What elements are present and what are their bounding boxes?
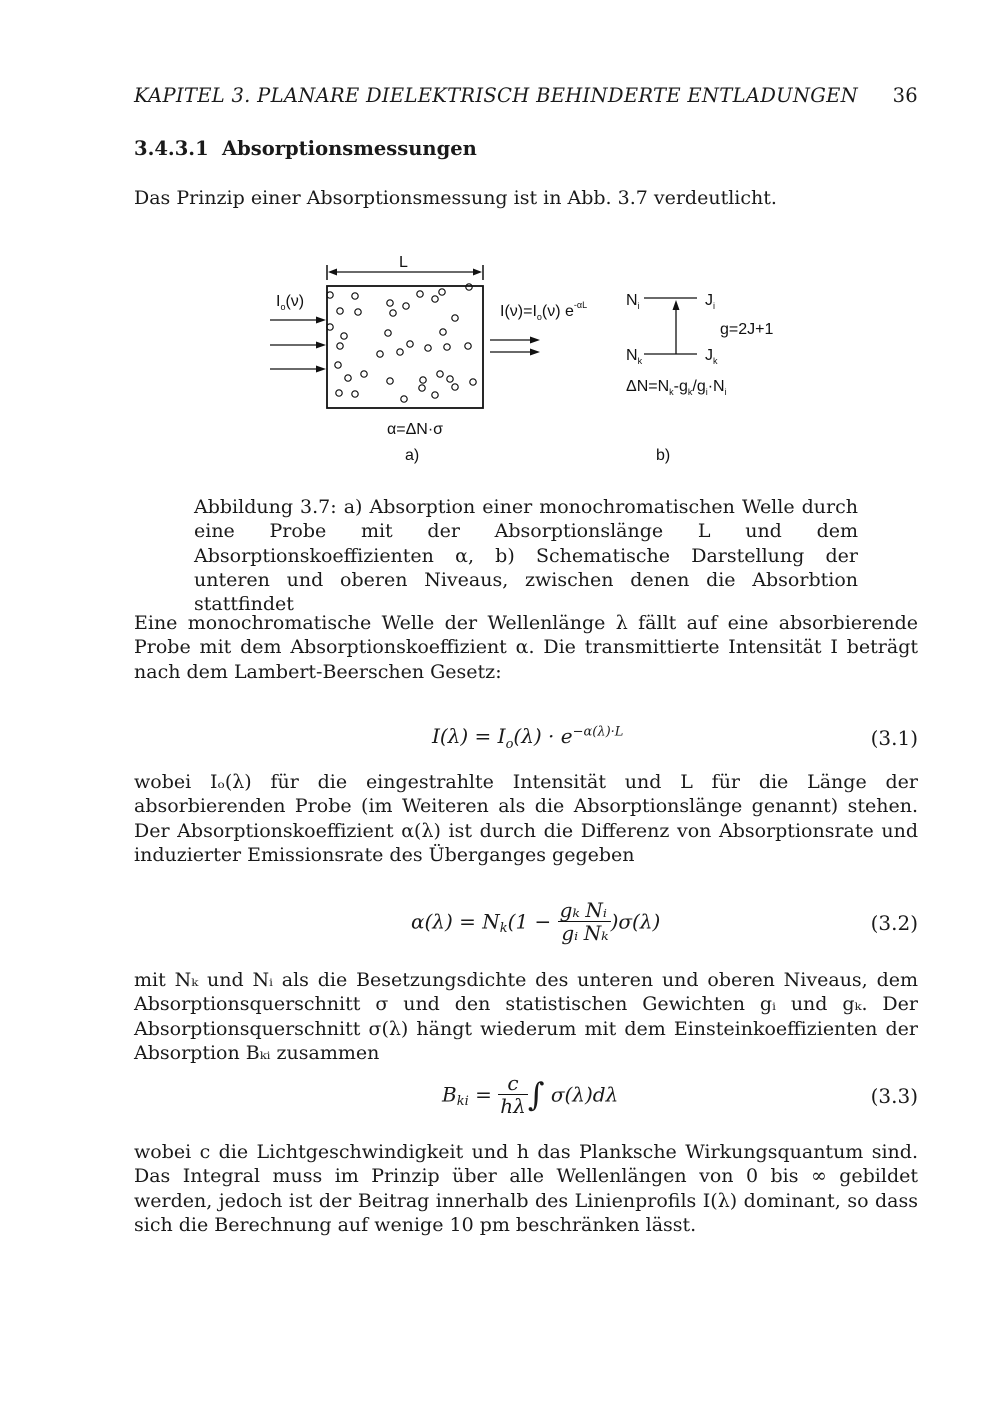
particle-circle (336, 390, 342, 396)
particle-circle (432, 392, 438, 398)
particle-circle (452, 384, 458, 390)
particle-circle (397, 349, 403, 355)
paragraph-1: Eine monochromatische Welle der Wellenlänge λ fällt auf eine absorbierende Probe mit dem Absorptionskoeffizient α. Die transmittierte Intensität I beträgt nach dem Lambert-Beerschen Gesetz: (134, 612, 918, 683)
paragraph-4: wobei c die Lichtgeschwindigkeit und h das Planksche Wirkungsquantum sind. Das Integral muss im Prinzip über alle Wellenlängen von 0 bis ∞ gebildet werden, jedoch ist der Beitrag innerhalb des Linienprofils I(λ) dominant, so dass sich die Berechnung auf wenige 10 pm beschränken lässt. (134, 1141, 918, 1236)
label-i0: $I_o(\nu)$ (276, 293, 305, 312)
particle-circle (419, 385, 425, 391)
incident-arrowhead (316, 317, 326, 324)
particle-circle (447, 376, 453, 382)
paragraph-3: mit Nₖ und Nᵢ als die Besetzungsdichte des unteren und oberen Niveaus, dem Absorptionsquerschnitt σ und den statistischen Gewichten gᵢ und gₖ. Der Absorptionsquerschnitt σ(λ) hängt wiederum mit dem Einsteinkoeffizienten der Absorption Bₖᵢ zusammen (134, 969, 918, 1064)
equation-number: (3.2) (870, 911, 918, 935)
transmitted-arrows (490, 340, 532, 352)
l-arrow-left (328, 269, 337, 276)
page-number: 36 (892, 84, 918, 107)
particle-circle (335, 362, 341, 368)
label-nk: $N_k$ (626, 347, 643, 366)
running-title: KAPITEL 3. PLANARE DIELEKTRISCH BEHINDERTE ENTLADUNGEN (134, 84, 859, 107)
integral-sign: ∫ (527, 1075, 545, 1114)
section-heading (134, 137, 477, 160)
equation-3-2-body: $\alpha(\lambda) = N_k(1$ − $\frac{\text{gₖ}}{\text{gᵢ}}$ $\frac{\text{Nᵢ}}{\text{Nₖ}}$ )σ(λ) (411, 898, 661, 945)
particle-circle (420, 377, 426, 383)
label-jk: $J_k$ (705, 347, 718, 366)
running-header (134, 84, 918, 110)
intro-paragraph: Das Prinzip einer Absorptionsmessung ist in Abb. 3.7 verdeutlicht. (134, 187, 777, 209)
particle-circle (387, 300, 393, 306)
incident-arrowhead (316, 342, 326, 349)
fraction-gk-gi: $\frac{\text{gₖ}}{\text{gᵢ}}$ (559, 898, 580, 945)
label-b: b) (656, 447, 671, 464)
sample-box (327, 286, 483, 408)
particle-circle (465, 343, 471, 349)
particle-circle (361, 371, 367, 377)
particle-circle (425, 345, 431, 351)
particle-circle (345, 375, 351, 381)
equation-3-2 (134, 899, 918, 951)
particle-circle (352, 391, 358, 397)
l-arrow-right (473, 269, 482, 276)
particle-circle (355, 309, 361, 315)
equation-3-3 (134, 1072, 918, 1124)
transition-arrowhead (673, 300, 680, 310)
equation-3-1 (134, 722, 918, 762)
particle-circle (439, 289, 445, 295)
particle-circle (437, 371, 443, 377)
absorber-particles (327, 284, 476, 402)
fraction-c-h-lambda: $\frac{c}{h\lambda}$ (500, 1071, 526, 1118)
label-delta-n: $\Delta N=N_k-g_k/g_i\cdot N_i$ (626, 378, 727, 397)
section-number: 3.4.3.1 (134, 137, 209, 160)
particle-circle (403, 303, 409, 309)
equation-3-3-body: $B_{ki}$ = $\frac{c}{h\lambda}$ ∫ σ(λ)dλ (442, 1071, 619, 1118)
equation-number: (3.1) (870, 726, 918, 750)
equation-number: (3.3) (870, 1084, 918, 1108)
particle-circle (401, 396, 407, 402)
particle-circle (377, 351, 383, 357)
particle-circle (417, 291, 423, 297)
label-transmitted: $I(\nu)=I_o(\nu)$ $e^{-\alpha L}$ (500, 300, 588, 322)
particle-circle (470, 379, 476, 385)
fraction-ni-nk: $\frac{\text{Nᵢ}}{\text{Nₖ}}$ (583, 898, 609, 945)
particle-circle (440, 329, 446, 335)
transmitted-arrowhead (530, 337, 540, 344)
particle-circle (444, 344, 450, 350)
particle-circle (385, 330, 391, 336)
absorption-figure (260, 248, 800, 473)
equation-3-1-body: $I(\lambda) = I_o(\lambda) \cdot e^{-\alpha(\lambda)\cdot L}$ (432, 724, 624, 752)
particle-circle (337, 343, 343, 349)
label-ji: $J_i$ (705, 292, 715, 311)
section-title: Absorptionsmessungen (222, 137, 477, 160)
particle-circle (337, 308, 343, 314)
particle-circle (466, 284, 472, 290)
particle-circle (407, 341, 413, 347)
label-ni: $N_i$ (626, 292, 640, 311)
particle-circle (341, 333, 347, 339)
label-a: a) (405, 447, 420, 464)
label-l: L (399, 254, 408, 271)
label-alpha: α=ΔN·σ (387, 421, 444, 438)
figure-caption: Abbildung 3.7: a) Absorption einer monochromatischen Welle durch eine Probe mit der Absorptionslänge L und dem Absorptionskoeffizienten α, b) Schematische Darstellung der unteren und oberen Niveaus, zwischen denen die Absorbtion stattfindet (194, 496, 858, 616)
incident-arrowhead (316, 366, 326, 373)
particle-circle (452, 315, 458, 321)
paragraph-2: wobei Iₒ(λ) für die eingestrahlte Intensität und L für die Länge der absorbierenden Probe (im Weiteren als die Absorptionslänge genannt) stehen. Der Absorptionskoeffizient α(λ) ist durch die Differenz von Absorptionsrate und induzierter Emissionsrate des Überganges gegeben (134, 771, 918, 866)
incident-arrows (270, 320, 318, 369)
particle-circle (387, 378, 393, 384)
label-g: g=2J+1 (720, 321, 774, 338)
transmitted-arrowhead (530, 349, 540, 356)
particle-circle (352, 293, 358, 299)
particle-circle (390, 310, 396, 316)
particle-circle (432, 296, 438, 302)
